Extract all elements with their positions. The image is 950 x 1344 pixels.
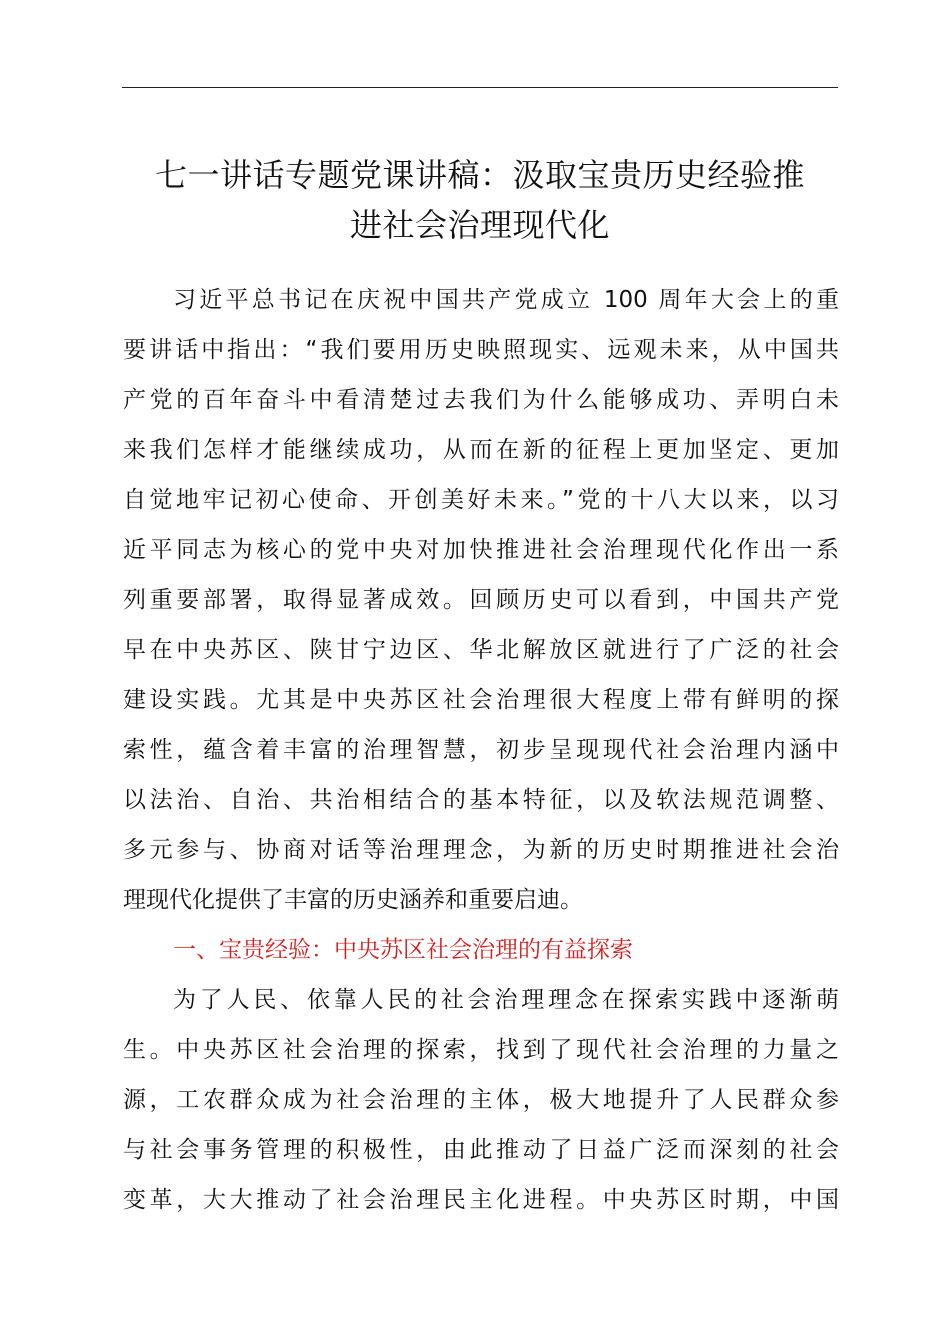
paragraph-line: 习近平总书记在庆祝中国共产党成立 100 周年大会上的重 <box>173 287 839 313</box>
title-line: 七一讲话专题党课讲稿：汲取宝贵历史经验推 <box>154 156 805 194</box>
paragraph-line: 源，工农群众成为社会治理的主体，极大地提升了人民群众参 <box>123 1087 839 1113</box>
paragraph-line: 变革，大大推动了社会治理民主化进程。中央苏区时期，中国 <box>123 1187 839 1213</box>
paragraph-line: 近平同志为核心的党中央对加快推进社会治理现代化作出一系 <box>123 537 839 563</box>
paragraph-line: 与社会事务管理的积极性，由此推动了日益广泛而深刻的社会 <box>123 1137 839 1163</box>
paragraph-line: 为了人民、依靠人民的社会治理理念在探索实践中逐渐萌 <box>173 987 839 1013</box>
paragraph-line: 来我们怎样才能继续成功，从而在新的征程上更加坚定、更加 <box>123 437 839 463</box>
paragraph-line: 以法治、自治、共治相结合的基本特征，以及软法规范调整、 <box>123 787 839 813</box>
paragraph-line: 多元参与、协商对话等治理理念，为新的历史时期推进社会治 <box>123 837 839 863</box>
header-rule <box>122 87 838 88</box>
document-body <box>123 275 839 1225</box>
document-title <box>110 150 850 250</box>
paragraph-line: 早在中央苏区、陕甘宁边区、华北解放区就进行了广泛的社会 <box>123 637 839 663</box>
paragraph-intro <box>123 275 839 925</box>
paragraph-section1 <box>123 975 839 1225</box>
paragraph-line: 产党的百年奋斗中看清楚过去我们为什么能够成功、弄明白未 <box>123 387 839 413</box>
title-line: 进社会治理现代化 <box>349 206 610 244</box>
paragraph-line: 列重要部署，取得显著成效。回顾历史可以看到，中国共产党 <box>123 587 839 613</box>
paragraph-line: 索性，蕴含着丰富的治理智慧，初步呈现现代社会治理内涵中 <box>123 737 839 763</box>
paragraph-line: 要讲话中指出：“我们要用历史映照现实、远观未来，从中国共 <box>123 337 839 363</box>
paragraph-line: 建设实践。尤其是中央苏区社会治理很大程度上带有鲜明的探 <box>123 687 839 713</box>
paragraph-line: 生。中央苏区社会治理的探索，找到了现代社会治理的力量之 <box>123 1037 839 1063</box>
paragraph-line: 理现代化提供了丰富的历史涵养和重要启迪。 <box>123 887 583 913</box>
section-heading: 一、宝贵经验：中央苏区社会治理的有益探索 <box>173 937 633 963</box>
paragraph-line: 自觉地牢记初心使命、开创美好未来。”党的十八大以来，以习 <box>123 487 839 513</box>
